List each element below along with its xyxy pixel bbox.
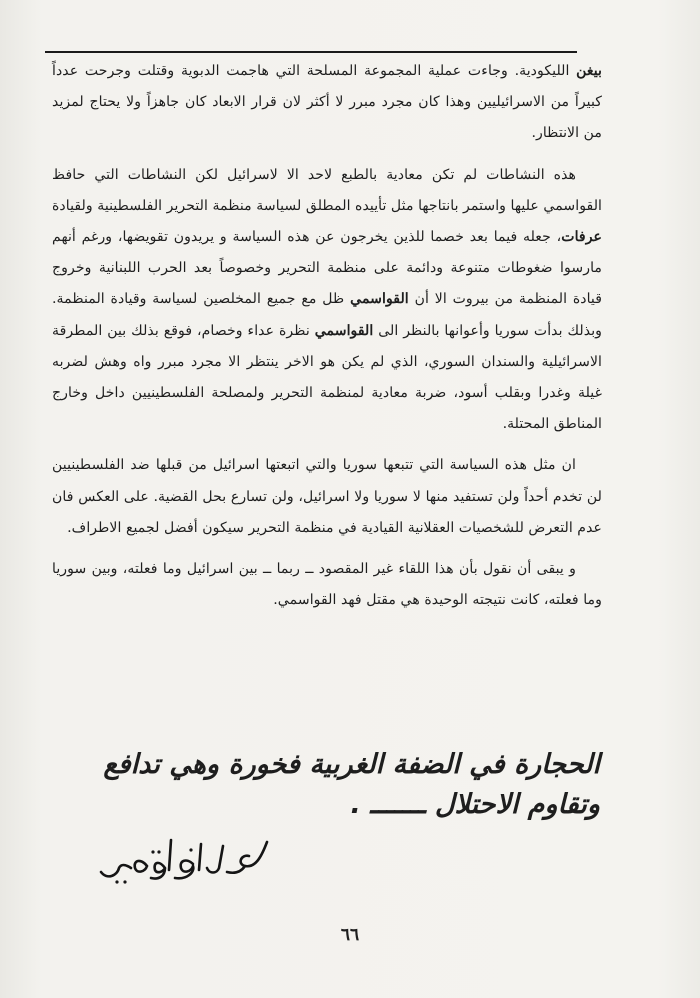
quote-line-2: وتقاوم الاحتلال ـــــــ .: [350, 789, 600, 820]
body-text: [52, 56, 602, 626]
bold-name: القواسمي: [314, 322, 374, 339]
paragraph-1: بيغن الليكودية. وجاءت عملية المجموعة المسلحة التي هاجمت الدبوية وقتلت وجرحت عدداً كبيراً من الاسرائيليين وهذا كان مجرد مبرر لا أكثر لان قرار الابعاد كان جاهزاً ولا يحتاج لمزيد من الانتظار.: [52, 63, 602, 142]
signature: [95, 828, 275, 890]
bold-name: القواسمي: [350, 291, 409, 308]
bold-name: بيغن: [576, 63, 602, 79]
paragraph-4: و يبقى أن نقول بأن هذا اللقاء غير المقصود ــ ربما ــ بين اسرائيل وما فعلته، وبين سوريا وما فعلته، كانت نتيجته الوحيدة هي مقتل فهد القواسمي.: [52, 561, 602, 609]
paragraph-2: هذه النشاطات لم تكن معادية بالطبع لاحد الا لاسرائيل لكن النشاطات التي حافظ القواسمي عليها واستمر بانتاجها مثل تأييده المطلق لسياسة منظمة التحرير الفلسطينية ولقيادة عرفات، جعله فيما بعد خصما للذين يخرجون عن هذه السياسة و يريدون تقويضها، ورغم أنهم مارسوا ضغوطات متنوعة ودائمة على منظمة التحرير وخصوصاً بعد الحرب اللبنانية وخروج قيادة المنظمة من بيروت الا أن القواسمي ظل مع جميع المخلصين لسياسة وقيادة المنظمة. وبذلك بدأت سوريا وأعوانها بالنظر الى القواسمي نظرة عداء وخصام، فوقع بذلك بين المطرقة الاسرائيلية والسندان السوري، الذي لم يكن هو الاخر ينتظر الا مجرد مبرر واه وهش لضربه غيلة وغدرا وبقلب أسود، ضربة معادية لمنظمة التحرير ولمصلحة الفلسطينيين داخل وخارج المناطق المحتلة.: [52, 166, 602, 433]
page-number: ٦٦: [340, 925, 360, 945]
paragraph-3: ان مثل هذه السياسة التي تتبعها سوريا والتي اتبعتها اسرائيل من قبلها ضد الفلسطينيين لن تخدم أحداً ولن تستفيد منها لا سوريا ولا اسرائيل، ولن تسارع بحل القضية. على العكس فان عدم التعرض للشخصيات العقلانية القيادية في منظمة التحرير سيكون أفضل لجميع الاطراف.: [52, 457, 602, 536]
handwritten-quote: [80, 745, 600, 825]
header-rule: [45, 51, 577, 53]
bold-name: عرفات: [561, 229, 602, 246]
quote-line-1: الحجارة في الضفة الغربية فخورة وهي تدافع: [103, 749, 600, 780]
